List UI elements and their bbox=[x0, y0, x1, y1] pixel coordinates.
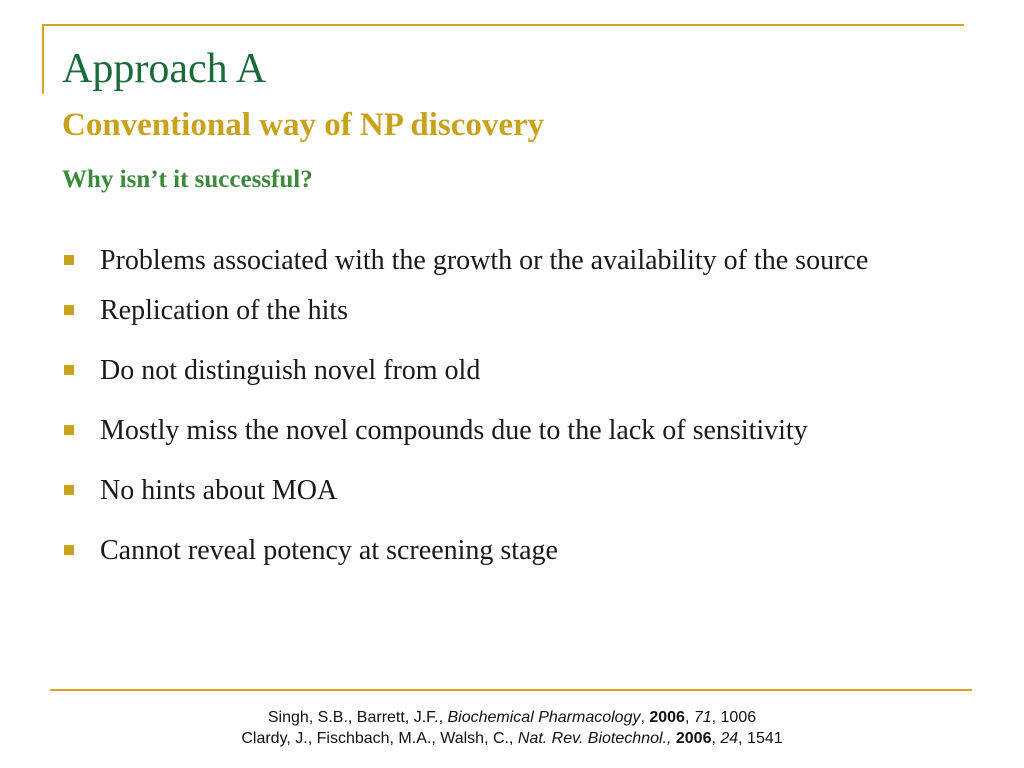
slide-subtitle: Conventional way of NP discovery bbox=[62, 107, 545, 143]
bullet-item bbox=[62, 470, 962, 511]
references bbox=[0, 707, 1024, 749]
bullet-item bbox=[62, 240, 962, 281]
reference-year: 2006 bbox=[649, 709, 685, 726]
reference-journal: Biochemical Pharmacology bbox=[447, 709, 641, 726]
reference-line bbox=[0, 728, 1024, 749]
bullet-item bbox=[62, 350, 962, 391]
reference-line bbox=[0, 707, 1024, 728]
reference-authors: Clardy, J., Fischbach, M.A., Walsh, C., bbox=[241, 730, 518, 747]
bullet-text: Replication of the hits bbox=[100, 295, 349, 326]
reference-separator: , bbox=[640, 709, 650, 726]
square-bullet-icon bbox=[64, 255, 74, 265]
bullet-list bbox=[62, 240, 962, 590]
square-bullet-icon bbox=[64, 425, 74, 435]
footer-rule bbox=[50, 689, 972, 691]
bullet-text: Do not distinguish novel from old bbox=[100, 355, 481, 386]
frame-top-rule bbox=[42, 24, 964, 26]
square-bullet-icon bbox=[64, 305, 74, 315]
reference-volume: 24 bbox=[720, 730, 739, 747]
reference-pages: , 1541 bbox=[738, 730, 783, 747]
reference-separator: , bbox=[684, 709, 694, 726]
reference-separator: , bbox=[711, 730, 721, 747]
bullet-item bbox=[62, 530, 962, 571]
square-bullet-icon bbox=[64, 485, 74, 495]
bullet-text: No hints about MOA bbox=[100, 475, 338, 506]
square-bullet-icon bbox=[64, 545, 74, 555]
reference-pages: , 1006 bbox=[711, 709, 757, 726]
bullet-text: Problems associated with the growth or the availability of the source bbox=[100, 245, 869, 276]
reference-journal: Nat. Rev. Biotechnol., bbox=[517, 730, 672, 747]
reference-authors: Singh, S.B., Barrett, J.F., bbox=[267, 709, 448, 726]
bullet-item bbox=[62, 410, 962, 451]
bullet-text: Mostly miss the novel compounds due to the lack of sensitivity bbox=[100, 415, 808, 446]
slide-title: Approach A bbox=[62, 46, 267, 92]
reference-volume: 71 bbox=[693, 709, 712, 726]
bullet-text: Cannot reveal potency at screening stage bbox=[100, 535, 558, 566]
bullet-item bbox=[62, 290, 962, 331]
reference-year: 2006 bbox=[675, 730, 712, 747]
frame-left-rule bbox=[42, 24, 44, 94]
square-bullet-icon bbox=[64, 365, 74, 375]
slide-question: Why isn’t it successful? bbox=[62, 166, 313, 193]
